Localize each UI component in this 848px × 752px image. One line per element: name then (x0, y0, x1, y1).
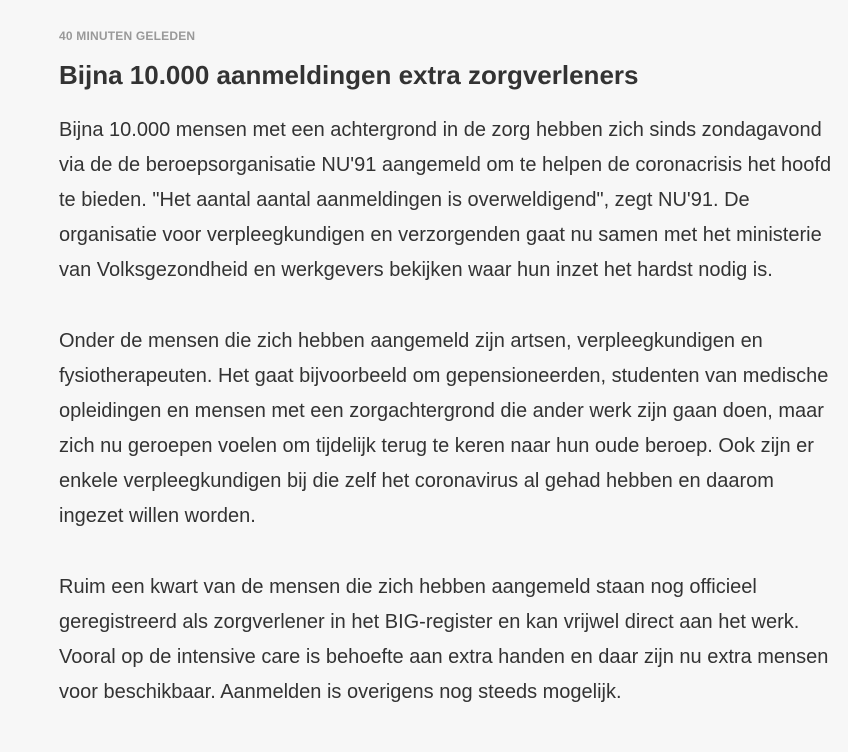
article-timestamp: 40 MINUTEN GELEDEN (59, 29, 196, 43)
article-paragraph-1: Bijna 10.000 mensen met een achtergrond in de zorg hebben zich sinds zondagavond via de de beroepsorganisatie NU'91 aangemeld om te helpen de coronacrisis het hoofd te bieden. "Het aantal aantal aanmeldingen is overweldigend", zegt NU'91. De organisatie voor verpleegkundigen en verzorgenden gaat nu samen met het ministerie van Volksgezondheid en werkgevers bekijken waar hun inzet het hardst nodig is. (59, 119, 832, 281)
article-paragraph-2: Onder de mensen die zich hebben aangemeld zijn artsen, verpleegkundigen en fysiotherapeuten. Het gaat bijvoorbeeld om gepensioneerden, studenten van medische opleidingen en mensen met een zorgachtergrond die ander werk zijn gaan doen, maar zich nu geroepen voelen om tijdelijk terug te keren naar hun oude beroep. Ook zijn er enkele verpleegkundigen bij die zelf het coronavirus al gehad hebben en daarom ingezet willen worden. (59, 330, 829, 527)
article-paragraph-3: Ruim een kwart van de mensen die zich hebben aangemeld staan nog officieel geregistreerd als zorgverlener in het BIG-register en kan vrijwel direct aan het werk. Vooral op de intensive care is behoefte aan extra handen en daar zijn nu extra mensen voor beschikbaar. Aanmelden is overigens nog steeds mogelijk. (59, 576, 829, 703)
article (59, 0, 834, 710)
article-headline: Bijna 10.000 aanmeldingen extra zorgverleners (59, 60, 639, 90)
